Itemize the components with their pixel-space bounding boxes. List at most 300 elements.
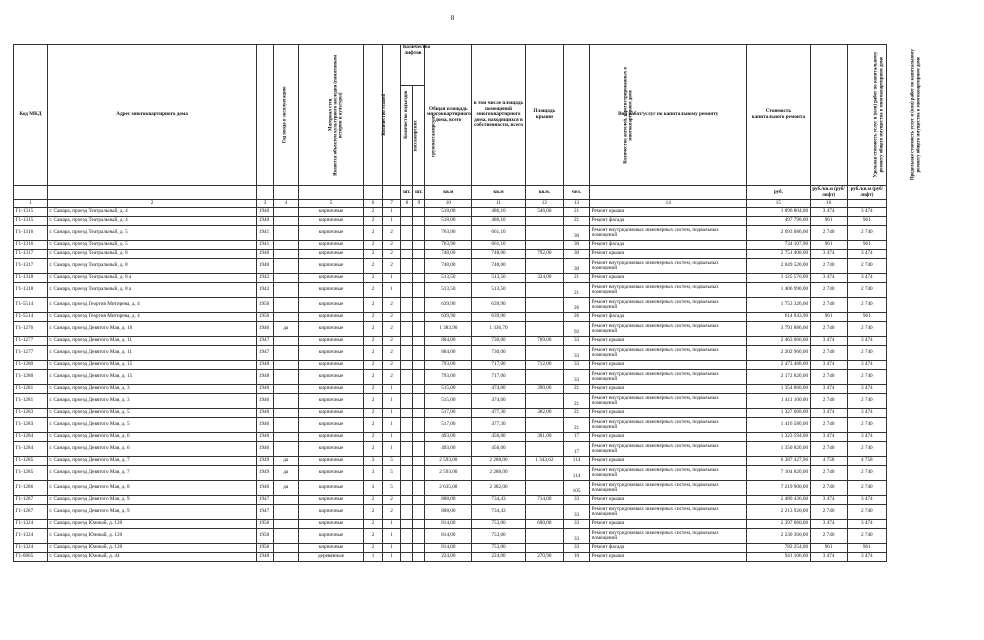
cell-max-cost: 961 bbox=[847, 217, 886, 226]
cell-max-cost: 2 740 bbox=[847, 322, 886, 337]
cell-area-total: 639,90 bbox=[425, 298, 472, 313]
cell-roof-area: 709,00 bbox=[525, 337, 563, 346]
cell-code: Г1-1280 bbox=[14, 370, 48, 385]
cell-lifts-passenger bbox=[401, 394, 413, 409]
cell-lifts-passenger bbox=[401, 505, 413, 520]
cell-specific-cost: 3 474 bbox=[810, 274, 847, 283]
cell-residents: 33 bbox=[563, 370, 589, 385]
cell-year: 1950 bbox=[257, 544, 273, 553]
cell-max-cost: 3 474 bbox=[847, 433, 886, 442]
cell-lifts-passenger bbox=[401, 361, 413, 370]
cell-wall: кирпичные bbox=[298, 274, 363, 283]
cell-work-type: Ремонт внутридомовых инженерных систем, подвальных помещений bbox=[590, 283, 747, 298]
cell-residents: 21 bbox=[563, 418, 589, 433]
cell-area-owned: 1 336,70 bbox=[472, 322, 525, 337]
cell-floors: 1 bbox=[364, 553, 383, 562]
cell-area-total: 517,00 bbox=[425, 409, 472, 418]
cell-specific-cost: 3 474 bbox=[810, 496, 847, 505]
cell-specific-cost: 2 740 bbox=[810, 283, 847, 298]
cell-lifts-passenger bbox=[401, 385, 413, 394]
cell-cost: 1 350 820,00 bbox=[747, 442, 810, 457]
cell-entrances: 2 bbox=[382, 259, 401, 274]
cell-floors: 2 bbox=[364, 385, 383, 394]
cell-code: Г1-1317 bbox=[14, 259, 48, 274]
cell-lifts-passenger bbox=[401, 283, 413, 298]
cell-lifts-passenger bbox=[401, 433, 413, 442]
header-max-cost: Предельная стоимость услуг и (или) работ по капитальному ремонту общего имущества в многоквартирном доме bbox=[847, 45, 886, 186]
cell-heritage: да bbox=[273, 457, 298, 466]
cell-roof-area: 714,00 bbox=[525, 496, 563, 505]
cell-address: г. Самара, проезд Девятого Мая, д. 8 bbox=[47, 481, 257, 496]
cell-year: 1947 bbox=[257, 496, 273, 505]
cell-floors: 2 bbox=[364, 226, 383, 241]
cell-specific-cost: 2 740 bbox=[810, 226, 847, 241]
cell-cost: 782 254,00 bbox=[747, 544, 810, 553]
table-row bbox=[14, 283, 887, 298]
cell-address: г. Самара, проезд Театральный, д. 5 bbox=[47, 226, 257, 241]
cell-residents: 114 bbox=[563, 466, 589, 481]
cell-specific-cost: 2 740 bbox=[810, 418, 847, 433]
cell-lifts-cargo bbox=[413, 442, 425, 457]
cell-cost: 2 463 066,00 bbox=[747, 337, 810, 346]
cell-max-cost: 2 740 bbox=[847, 346, 886, 361]
cell-roof-area bbox=[525, 370, 563, 385]
cell-heritage bbox=[273, 241, 298, 250]
cell-area-total: 814,00 bbox=[425, 520, 472, 529]
table-row bbox=[14, 241, 887, 250]
cell-heritage bbox=[273, 394, 298, 409]
cell-specific-cost: 2 740 bbox=[810, 370, 847, 385]
cell-cost: 3 791 886,00 bbox=[747, 322, 810, 337]
cell-address: г. Самара, проезд Театральный, д. 8 bbox=[47, 250, 257, 259]
cell-address: г. Самара, проезд Девятого Мая, д. 3 bbox=[47, 394, 257, 409]
cell-specific-cost: 3 474 bbox=[810, 433, 847, 442]
cell-entrances: 1 bbox=[382, 520, 401, 529]
header-specific-cost: Удельная стоимость услуг и (или) работ по капитальному ремонту общего имущества в многоквартирном доме bbox=[810, 45, 847, 186]
cell-residents: 21 bbox=[563, 409, 589, 418]
cell-year: 1948 bbox=[257, 553, 273, 562]
cell-year: 1940 bbox=[257, 217, 273, 226]
cell-code: Г1-1318 bbox=[14, 283, 48, 298]
cell-wall: кирпичные bbox=[298, 418, 363, 433]
cell-address: г. Самара, проезд Девятого Мая, д. 10 bbox=[47, 322, 257, 337]
cell-roof-area: 324,00 bbox=[525, 274, 563, 283]
cell-heritage bbox=[273, 346, 298, 361]
cell-work-type: Ремонт фасада bbox=[590, 217, 747, 226]
header-residents: Количество жителей, зарегистрированных в многоквартирном доме bbox=[563, 45, 589, 186]
cell-residents: 30 bbox=[563, 259, 589, 274]
cell-heritage bbox=[273, 208, 298, 217]
cell-code: Г1-1287 bbox=[14, 496, 48, 505]
table-body bbox=[14, 208, 887, 562]
cell-roof-area bbox=[525, 346, 563, 361]
cell-floors: 2 bbox=[364, 283, 383, 298]
cell-max-cost: 3 474 bbox=[847, 553, 886, 562]
cell-cost: 1 896 804,00 bbox=[747, 208, 810, 217]
table-row bbox=[14, 208, 887, 217]
cell-year: 1946 bbox=[257, 433, 273, 442]
cell-lifts-cargo bbox=[413, 529, 425, 544]
header-entrances: Количество подъездов bbox=[382, 45, 401, 186]
table-row bbox=[14, 466, 887, 481]
cell-address: г. Самара, проезд Девятого Мая, д. 15 bbox=[47, 370, 257, 385]
cell-cost: 1 753 326,00 bbox=[747, 298, 810, 313]
unit-area-total: кв.м bbox=[425, 186, 472, 200]
cell-area-owned: 2 382,00 bbox=[472, 481, 525, 496]
cell-area-total: 763,90 bbox=[425, 226, 472, 241]
cell-address: г. Самара, проезд Девятого Мая, д. 5 bbox=[47, 409, 257, 418]
units-row bbox=[14, 186, 887, 200]
unit-residents: чел. bbox=[563, 186, 589, 200]
table-row bbox=[14, 337, 887, 346]
cell-heritage bbox=[273, 496, 298, 505]
cell-specific-cost: 2 740 bbox=[810, 346, 847, 361]
cell-entrances: 2 bbox=[382, 346, 401, 361]
cell-roof-area: 1 343,62 bbox=[525, 457, 563, 466]
cell-lifts-passenger bbox=[401, 241, 413, 250]
header-lifts-passenger: пассажирских bbox=[401, 86, 413, 186]
cell-area-owned: 661,10 bbox=[472, 241, 525, 250]
cell-year: 1947 bbox=[257, 337, 273, 346]
cell-lifts-passenger bbox=[401, 466, 413, 481]
cell-lifts-passenger bbox=[401, 208, 413, 217]
cell-area-total: 814,00 bbox=[425, 544, 472, 553]
cell-year: 1946 bbox=[257, 394, 273, 409]
cell-entrances: 2 bbox=[382, 505, 401, 520]
cell-heritage bbox=[273, 337, 298, 346]
cell-wall: кирпичные bbox=[298, 283, 363, 298]
cell-roof-area: 792,00 bbox=[525, 250, 563, 259]
cell-year: 1941 bbox=[257, 241, 273, 250]
cell-heritage bbox=[273, 544, 298, 553]
cell-lifts-passenger bbox=[401, 529, 413, 544]
cell-area-total: 793,00 bbox=[425, 370, 472, 385]
cell-year: 1946 bbox=[257, 481, 273, 496]
cell-entrances: 1 bbox=[382, 274, 401, 283]
cell-floors: 2 bbox=[364, 259, 383, 274]
cell-year: 1946 bbox=[257, 442, 273, 457]
cell-work-type: Ремонт крыши bbox=[590, 208, 747, 217]
cell-area-total: 518,00 bbox=[425, 217, 472, 226]
cell-area-owned: 748,00 bbox=[472, 250, 525, 259]
table-row bbox=[14, 226, 887, 241]
cell-year: 1946 bbox=[257, 418, 273, 433]
cell-max-cost: 961 bbox=[847, 544, 886, 553]
cell-area-total: 224,00 bbox=[425, 553, 472, 562]
cell-area-owned: 2 288,00 bbox=[472, 466, 525, 481]
cell-year: 1950 bbox=[257, 520, 273, 529]
cell-specific-cost: 3 474 bbox=[810, 385, 847, 394]
cell-entrances: 5 bbox=[382, 457, 401, 466]
cell-specific-cost: 2 740 bbox=[810, 466, 847, 481]
cell-year: 1946 bbox=[257, 385, 273, 394]
cell-address: г. Самара, проезд Девятого Мая, д. 11 bbox=[47, 346, 257, 361]
cell-area-total: 804,00 bbox=[425, 337, 472, 346]
cell-floors: 2 bbox=[364, 241, 383, 250]
cell-cost: 2 397 060,00 bbox=[747, 520, 810, 529]
cell-work-type: Ремонт внутридомовых инженерных систем, подвальных помещений bbox=[590, 418, 747, 433]
header-heritage: Является объектом культурного наследия (памятником истории и культуры) bbox=[273, 45, 298, 186]
cell-work-type: Ремонт внутридомовых инженерных систем, подвальных помещений bbox=[590, 346, 747, 361]
cell-entrances: 1 bbox=[382, 217, 401, 226]
cell-specific-cost: 3 474 bbox=[810, 250, 847, 259]
cell-specific-cost: 3 474 bbox=[810, 337, 847, 346]
cell-area-owned: 639,90 bbox=[472, 298, 525, 313]
cell-floors: 2 bbox=[364, 250, 383, 259]
cell-lifts-cargo bbox=[413, 241, 425, 250]
cell-entrances: 5 bbox=[382, 481, 401, 496]
cell-code: Г1-1283 bbox=[14, 418, 48, 433]
cell-max-cost: 2 740 bbox=[847, 466, 886, 481]
cell-max-cost: 2 740 bbox=[847, 394, 886, 409]
table-row bbox=[14, 298, 887, 313]
cell-year: 1946 bbox=[257, 409, 273, 418]
cell-code: Г1-1316 bbox=[14, 241, 48, 250]
cell-area-total: 1 383,90 bbox=[425, 322, 472, 337]
header-roof-area: Площадь крыши bbox=[525, 45, 563, 186]
cell-lifts-cargo bbox=[413, 520, 425, 529]
col-number: 9 bbox=[413, 200, 425, 208]
col-number: 15 bbox=[747, 200, 810, 208]
cell-address: г. Самара, проезд Девятого Мая, д. 7 bbox=[47, 466, 257, 481]
cell-code: Г1-1281 bbox=[14, 394, 48, 409]
cell-area-total: 513,50 bbox=[425, 283, 472, 298]
cell-work-type: Ремонт крыши bbox=[590, 274, 747, 283]
cell-wall: кирпичные bbox=[298, 217, 363, 226]
cell-area-owned: 730,00 bbox=[472, 337, 525, 346]
cell-specific-cost: 3 474 bbox=[810, 553, 847, 562]
cell-code: Г1-1286 bbox=[14, 481, 48, 496]
cell-lifts-cargo bbox=[413, 418, 425, 433]
cell-heritage bbox=[273, 433, 298, 442]
cell-wall: кирпичные bbox=[298, 433, 363, 442]
table-row bbox=[14, 394, 887, 409]
cell-wall: кирпичные bbox=[298, 250, 363, 259]
cell-heritage bbox=[273, 217, 298, 226]
cell-entrances: 1 bbox=[382, 529, 401, 544]
cell-work-type: Ремонт крыши bbox=[590, 409, 747, 418]
cell-work-type: Ремонт крыши bbox=[590, 496, 747, 505]
col-number: 12 bbox=[525, 200, 563, 208]
header-area-total: Общая площадь многоквартирного дома, всего bbox=[425, 45, 472, 186]
cell-area-total: 763,90 bbox=[425, 241, 472, 250]
cell-wall: кирпичные bbox=[298, 361, 363, 370]
cell-code: Г1-5514 bbox=[14, 313, 48, 322]
cell-area-total: 518,00 bbox=[425, 208, 472, 217]
cell-max-cost: 3 474 bbox=[847, 409, 886, 418]
cell-lifts-cargo bbox=[413, 505, 425, 520]
cell-lifts-cargo bbox=[413, 394, 425, 409]
cell-cost: 1 354 860,00 bbox=[747, 385, 810, 394]
cell-residents: 33 bbox=[563, 337, 589, 346]
cell-address: г. Самара, проезд Театральный, д. 5 bbox=[47, 241, 257, 250]
cell-wall: кирпичные bbox=[298, 442, 363, 457]
cell-residents: 21 bbox=[563, 394, 589, 409]
cell-roof-area bbox=[525, 283, 563, 298]
header-code: Код МКД bbox=[14, 45, 48, 186]
table-row bbox=[14, 442, 887, 457]
cell-wall: кирпичные bbox=[298, 259, 363, 274]
cell-residents: 30 bbox=[563, 250, 589, 259]
table-row bbox=[14, 217, 887, 226]
cell-residents: 33 bbox=[563, 529, 589, 544]
col-number: 4 bbox=[273, 200, 298, 208]
cell-wall: кирпичные bbox=[298, 208, 363, 217]
page-number: 8 bbox=[450, 14, 455, 22]
col-number: 10 bbox=[425, 200, 472, 208]
cell-cost: 2 480 436,00 bbox=[747, 496, 810, 505]
cell-floors: 2 bbox=[364, 322, 383, 337]
cell-code: Г1-1284 bbox=[14, 442, 48, 457]
cell-area-owned: 456,00 bbox=[472, 442, 525, 457]
cell-max-cost: 2 740 bbox=[847, 505, 886, 520]
cell-lifts-passenger bbox=[401, 322, 413, 337]
header-wall: Материал стен bbox=[298, 45, 363, 186]
cell-code: Г1-1281 bbox=[14, 385, 48, 394]
unit-lifts-cargo: шт. bbox=[413, 186, 425, 200]
cell-address: г. Самара, проезд Театральный, д. 8 bbox=[47, 259, 257, 274]
cell-residents: 10 bbox=[563, 553, 589, 562]
cell-code: Г1-5514 bbox=[14, 298, 48, 313]
cell-address: г. Самара, проезд Девятого Мая, д. 3 bbox=[47, 385, 257, 394]
cell-residents: 17 bbox=[563, 433, 589, 442]
cell-year: 1941 bbox=[257, 226, 273, 241]
cell-wall: кирпичные bbox=[298, 529, 363, 544]
cell-roof-area bbox=[525, 322, 563, 337]
cell-max-cost: 2 740 bbox=[847, 226, 886, 241]
table-row bbox=[14, 346, 887, 361]
cell-address: г. Самара, проезд Южный, д. 120 bbox=[47, 529, 257, 544]
cell-area-owned: 486,10 bbox=[472, 217, 525, 226]
cell-cost: 7 219 900,00 bbox=[747, 481, 810, 496]
cell-year: 1942 bbox=[257, 274, 273, 283]
cell-area-total: 2 593,00 bbox=[425, 466, 472, 481]
cell-heritage bbox=[273, 385, 298, 394]
cell-residents: 21 bbox=[563, 385, 589, 394]
cell-lifts-cargo bbox=[413, 466, 425, 481]
header-lifts-cargo: грузопассажирских bbox=[413, 86, 425, 186]
cell-max-cost: 3 474 bbox=[847, 337, 886, 346]
cell-wall: кирпичные bbox=[298, 298, 363, 313]
cell-specific-cost: 2 740 bbox=[810, 505, 847, 520]
cell-year: 1949 bbox=[257, 466, 273, 481]
cell-lifts-passenger bbox=[401, 217, 413, 226]
cell-wall: кирпичные bbox=[298, 394, 363, 409]
cell-wall: кирпичные bbox=[298, 457, 363, 466]
cell-entrances: 2 bbox=[382, 496, 401, 505]
cell-lifts-cargo bbox=[413, 298, 425, 313]
cell-roof-area bbox=[525, 442, 563, 457]
cell-cost: 941 106,60 bbox=[747, 553, 810, 562]
cell-roof-area bbox=[525, 529, 563, 544]
cell-residents: 21 bbox=[563, 217, 589, 226]
cell-address: г. Самара, проезд Театральный, д. 8 а bbox=[47, 274, 257, 283]
cell-area-owned: 753,00 bbox=[472, 529, 525, 544]
cell-cost: 734 107,90 bbox=[747, 241, 810, 250]
cell-lifts-cargo bbox=[413, 346, 425, 361]
cell-area-total: 639,90 bbox=[425, 313, 472, 322]
cell-roof-area bbox=[525, 259, 563, 274]
cell-address: г. Самара, проезд Девятого Мая, д. 6 bbox=[47, 433, 257, 442]
cell-lifts-cargo bbox=[413, 283, 425, 298]
cell-specific-cost: 4 758 bbox=[810, 457, 847, 466]
cell-max-cost: 2 740 bbox=[847, 418, 886, 433]
cell-lifts-passenger bbox=[401, 457, 413, 466]
cell-work-type: Ремонт крыши bbox=[590, 457, 747, 466]
cell-wall: кирпичные bbox=[298, 505, 363, 520]
cell-residents: 26 bbox=[563, 298, 589, 313]
cell-area-total: 515,00 bbox=[425, 394, 472, 409]
cell-heritage: да bbox=[273, 481, 298, 496]
cell-lifts-passenger bbox=[401, 298, 413, 313]
cell-entrances: 2 bbox=[382, 370, 401, 385]
cell-entrances: 2 bbox=[382, 298, 401, 313]
cell-code: Г1-1283 bbox=[14, 409, 48, 418]
cell-year: 1947 bbox=[257, 346, 273, 361]
cell-cost: 1 323 594,00 bbox=[747, 433, 810, 442]
cell-roof-area bbox=[525, 298, 563, 313]
cell-roof-area bbox=[525, 418, 563, 433]
cell-wall: кирпичные bbox=[298, 313, 363, 322]
cell-roof-area: 270,90 bbox=[525, 553, 563, 562]
cell-residents: 33 bbox=[563, 346, 589, 361]
cell-work-type: Ремонт фасада bbox=[590, 544, 747, 553]
cell-work-type: Ремонт внутридомовых инженерных систем, подвальных помещений bbox=[590, 259, 747, 274]
cell-area-owned: 2 288,00 bbox=[472, 457, 525, 466]
cell-entrances: 2 bbox=[382, 250, 401, 259]
cell-residents: 92 bbox=[563, 322, 589, 337]
cell-residents: 114 bbox=[563, 457, 589, 466]
cell-max-cost: 4 758 bbox=[847, 457, 886, 466]
cell-work-type: Ремонт внутридомовых инженерных систем, подвальных помещений bbox=[590, 394, 747, 409]
cell-code: Г1-6865 bbox=[14, 553, 48, 562]
table-header bbox=[14, 44, 921, 208]
cell-wall: кирпичные bbox=[298, 481, 363, 496]
col-number: 3 bbox=[257, 200, 273, 208]
header-floors: Количество этажей bbox=[364, 45, 383, 186]
cell-floors: 2 bbox=[364, 394, 383, 409]
cell-lifts-cargo bbox=[413, 409, 425, 418]
cell-specific-cost: 961 bbox=[810, 313, 847, 322]
cell-code: Г1-1277 bbox=[14, 346, 48, 361]
cell-area-owned: 753,00 bbox=[472, 544, 525, 553]
cell-area-owned: 513,50 bbox=[472, 274, 525, 283]
cell-lifts-passenger bbox=[401, 226, 413, 241]
cell-max-cost: 3 474 bbox=[847, 208, 886, 217]
unit-area-owned: кв.м bbox=[472, 186, 525, 200]
unit-specific-cost: руб./кв.м (руб/лифт) bbox=[810, 186, 847, 200]
cell-year: 1950 bbox=[257, 529, 273, 544]
col-number: 16 bbox=[810, 200, 847, 208]
cell-residents: 33 bbox=[563, 496, 589, 505]
cell-floors: 3 bbox=[364, 457, 383, 466]
cell-entrances: 1 bbox=[382, 283, 401, 298]
cell-specific-cost: 2 740 bbox=[810, 298, 847, 313]
cell-area-owned: 748,00 bbox=[472, 259, 525, 274]
cell-cost: 2 172 820,00 bbox=[747, 370, 810, 385]
cell-lifts-cargo bbox=[413, 496, 425, 505]
cell-entrances: 2 bbox=[382, 337, 401, 346]
cell-heritage: да bbox=[273, 466, 298, 481]
cell-year: 1942 bbox=[257, 283, 273, 298]
cell-entrances: 1 bbox=[382, 208, 401, 217]
cell-area-total: 2 635,00 bbox=[425, 481, 472, 496]
cell-residents: 105 bbox=[563, 481, 589, 496]
cell-lifts-passenger bbox=[401, 496, 413, 505]
cell-address: г. Самара, проезд Театральный, д. 4 bbox=[47, 208, 257, 217]
cell-cost: 2 751 408,00 bbox=[747, 250, 810, 259]
col-number: 8 bbox=[401, 200, 413, 208]
